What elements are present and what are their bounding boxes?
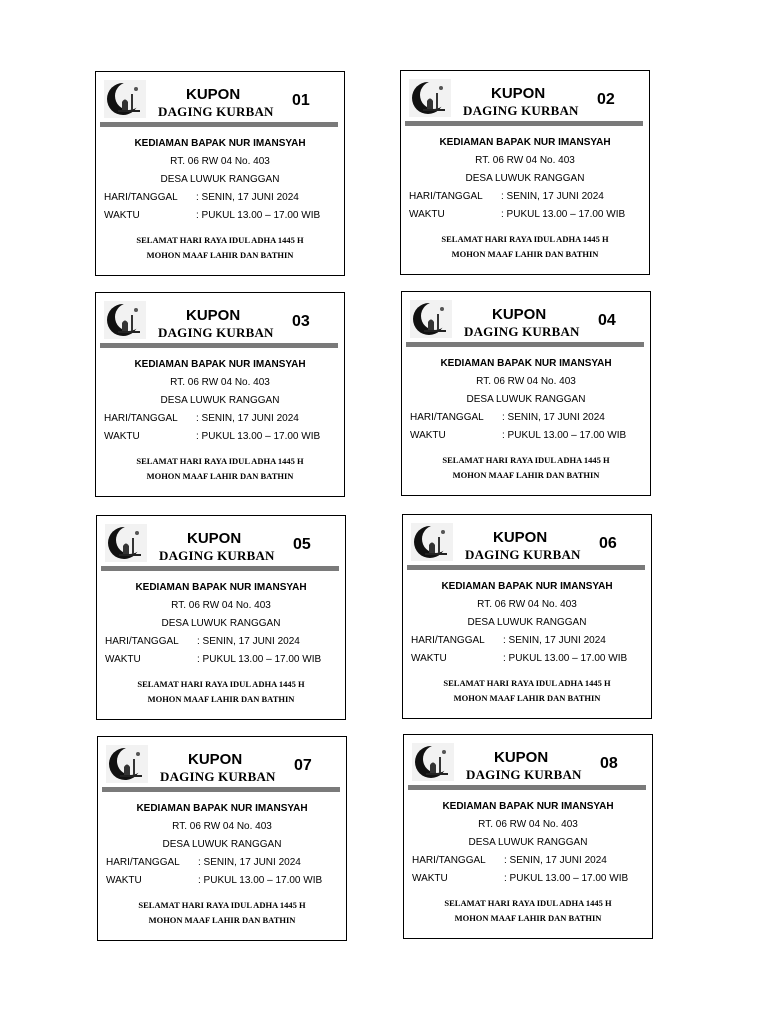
coupon-number: 07 — [294, 757, 312, 774]
host-name: KEDIAMAN BAPAK NUR IMANSYAH — [136, 803, 308, 814]
coupon-number: 06 — [599, 535, 617, 552]
date-value: : SENIN, 17 JUNI 2024 — [197, 636, 300, 647]
greeting-line-1: SELAMAT HARI RAYA IDUL ADHA 1445 H — [138, 900, 306, 910]
village-line: DESA LUWUK RANGGAN — [468, 837, 588, 848]
coupon-number: 05 — [293, 536, 311, 553]
address-line: RT. 06 RW 04 No. 403 — [475, 155, 575, 166]
date-label: HARI/TANGGAL — [412, 855, 486, 866]
host-name: KEDIAMAN BAPAK NUR IMANSYAH — [440, 358, 612, 369]
date-value: : SENIN, 17 JUNI 2024 — [196, 192, 299, 203]
greeting-line-2: MOHON MAAF LAHIR DAN BATHIN — [451, 249, 599, 259]
greeting-line-1: SELAMAT HARI RAYA IDUL ADHA 1445 H — [137, 679, 305, 689]
coupon-card — [401, 291, 651, 496]
address-line: RT. 06 RW 04 No. 403 — [477, 599, 577, 610]
coupon-title: KUPON — [186, 307, 241, 324]
time-label: WAKTU — [409, 209, 445, 220]
divider-bar — [407, 565, 645, 570]
coupon-card — [96, 515, 346, 720]
coupon-number: 08 — [600, 755, 618, 772]
village-line: DESA LUWUK RANGGAN — [160, 174, 280, 185]
divider-bar — [405, 121, 643, 126]
coupon-card — [97, 736, 347, 941]
greeting-line-2: MOHON MAAF LAHIR DAN BATHIN — [146, 250, 294, 260]
greeting-line-1: SELAMAT HARI RAYA IDUL ADHA 1445 H — [441, 234, 609, 244]
date-value: : SENIN, 17 JUNI 2024 — [196, 413, 299, 424]
time-label: WAKTU — [104, 431, 140, 442]
date-label: HARI/TANGGAL — [104, 413, 178, 424]
address-line: RT. 06 RW 04 No. 403 — [170, 377, 270, 388]
address-line: RT. 06 RW 04 No. 403 — [170, 156, 270, 167]
time-label: WAKTU — [105, 654, 141, 665]
divider-bar — [101, 566, 339, 571]
greeting-line-2: MOHON MAAF LAHIR DAN BATHIN — [148, 915, 296, 925]
date-value: : SENIN, 17 JUNI 2024 — [502, 412, 605, 423]
host-name: KEDIAMAN BAPAK NUR IMANSYAH — [134, 359, 306, 370]
time-value: : PUKUL 13.00 – 17.00 WIB — [196, 431, 321, 442]
host-name: KEDIAMAN BAPAK NUR IMANSYAH — [441, 581, 613, 592]
time-value: : PUKUL 13.00 – 17.00 WIB — [196, 210, 321, 221]
date-label: HARI/TANGGAL — [105, 636, 179, 647]
date-label: HARI/TANGGAL — [410, 412, 484, 423]
village-line: DESA LUWUK RANGGAN — [466, 394, 586, 405]
divider-bar — [408, 785, 646, 790]
greeting-line-1: SELAMAT HARI RAYA IDUL ADHA 1445 H — [136, 456, 304, 466]
divider-bar — [100, 343, 338, 348]
coupon-subtitle: DAGING KURBAN — [464, 324, 580, 339]
host-name: KEDIAMAN BAPAK NUR IMANSYAH — [442, 801, 614, 812]
date-label: HARI/TANGGAL — [409, 191, 483, 202]
coupon-title: KUPON — [187, 530, 242, 547]
time-label: WAKTU — [411, 653, 447, 664]
date-value: : SENIN, 17 JUNI 2024 — [504, 855, 607, 866]
coupon-number: 01 — [292, 92, 310, 109]
coupon-subtitle: DAGING KURBAN — [465, 547, 581, 562]
coupon-subtitle: DAGING KURBAN — [158, 104, 274, 119]
greeting-line-2: MOHON MAAF LAHIR DAN BATHIN — [146, 471, 294, 481]
village-line: DESA LUWUK RANGGAN — [467, 617, 587, 628]
greeting-line-1: SELAMAT HARI RAYA IDUL ADHA 1445 H — [442, 455, 610, 465]
address-line: RT. 06 RW 04 No. 403 — [476, 376, 576, 387]
crescent-mosque-logo-icon — [104, 80, 146, 118]
time-label: WAKTU — [106, 875, 142, 886]
coupon-subtitle: DAGING KURBAN — [159, 548, 275, 563]
crescent-mosque-logo-icon — [410, 300, 452, 338]
date-value: : SENIN, 17 JUNI 2024 — [503, 635, 606, 646]
coupon-number: 03 — [292, 313, 310, 330]
date-value: : SENIN, 17 JUNI 2024 — [501, 191, 604, 202]
time-value: : PUKUL 13.00 – 17.00 WIB — [502, 430, 627, 441]
greeting-line-2: MOHON MAAF LAHIR DAN BATHIN — [454, 913, 602, 923]
coupon-card — [400, 70, 650, 275]
coupon-card — [403, 734, 653, 939]
time-label: WAKTU — [410, 430, 446, 441]
time-value: : PUKUL 13.00 – 17.00 WIB — [501, 209, 626, 220]
coupon-title: KUPON — [493, 529, 548, 546]
time-label: WAKTU — [412, 873, 448, 884]
address-line: RT. 06 RW 04 No. 403 — [171, 600, 271, 611]
date-label: HARI/TANGGAL — [411, 635, 485, 646]
divider-bar — [100, 122, 338, 127]
coupon-title: KUPON — [491, 85, 546, 102]
address-line: RT. 06 RW 04 No. 403 — [478, 819, 578, 830]
divider-bar — [406, 342, 644, 347]
address-line: RT. 06 RW 04 No. 403 — [172, 821, 272, 832]
time-value: : PUKUL 13.00 – 17.00 WIB — [197, 654, 322, 665]
coupon-card — [95, 292, 345, 497]
date-label: HARI/TANGGAL — [104, 192, 178, 203]
host-name: KEDIAMAN BAPAK NUR IMANSYAH — [134, 138, 306, 149]
host-name: KEDIAMAN BAPAK NUR IMANSYAH — [439, 137, 611, 148]
time-value: : PUKUL 13.00 – 17.00 WIB — [504, 873, 629, 884]
divider-bar — [102, 787, 340, 792]
crescent-mosque-logo-icon — [411, 523, 453, 561]
village-line: DESA LUWUK RANGGAN — [465, 173, 585, 184]
crescent-mosque-logo-icon — [106, 745, 148, 783]
coupon-number: 02 — [597, 91, 615, 108]
crescent-mosque-logo-icon — [104, 301, 146, 339]
village-line: DESA LUWUK RANGGAN — [161, 618, 281, 629]
coupon-card — [95, 71, 345, 276]
greeting-line-2: MOHON MAAF LAHIR DAN BATHIN — [453, 693, 601, 703]
coupon-subtitle: DAGING KURBAN — [463, 103, 579, 118]
greeting-line-2: MOHON MAAF LAHIR DAN BATHIN — [147, 694, 295, 704]
coupon-subtitle: DAGING KURBAN — [158, 325, 274, 340]
greeting-line-1: SELAMAT HARI RAYA IDUL ADHA 1445 H — [443, 678, 611, 688]
greeting-line-1: SELAMAT HARI RAYA IDUL ADHA 1445 H — [136, 235, 304, 245]
crescent-mosque-logo-icon — [409, 79, 451, 117]
coupon-title: KUPON — [186, 86, 241, 103]
host-name: KEDIAMAN BAPAK NUR IMANSYAH — [135, 582, 307, 593]
crescent-mosque-logo-icon — [412, 743, 454, 781]
time-value: : PUKUL 13.00 – 17.00 WIB — [503, 653, 628, 664]
greeting-line-2: MOHON MAAF LAHIR DAN BATHIN — [452, 470, 600, 480]
coupon-card — [402, 514, 652, 719]
coupon-title: KUPON — [494, 749, 549, 766]
greeting-line-1: SELAMAT HARI RAYA IDUL ADHA 1445 H — [444, 898, 612, 908]
village-line: DESA LUWUK RANGGAN — [160, 395, 280, 406]
time-label: WAKTU — [104, 210, 140, 221]
coupon-number: 04 — [598, 312, 616, 329]
coupon-subtitle: DAGING KURBAN — [466, 767, 582, 782]
coupon-subtitle: DAGING KURBAN — [160, 769, 276, 784]
date-value: : SENIN, 17 JUNI 2024 — [198, 857, 301, 868]
coupon-title: KUPON — [188, 751, 243, 768]
village-line: DESA LUWUK RANGGAN — [162, 839, 282, 850]
date-label: HARI/TANGGAL — [106, 857, 180, 868]
crescent-mosque-logo-icon — [105, 524, 147, 562]
time-value: : PUKUL 13.00 – 17.00 WIB — [198, 875, 323, 886]
coupon-title: KUPON — [492, 306, 547, 323]
